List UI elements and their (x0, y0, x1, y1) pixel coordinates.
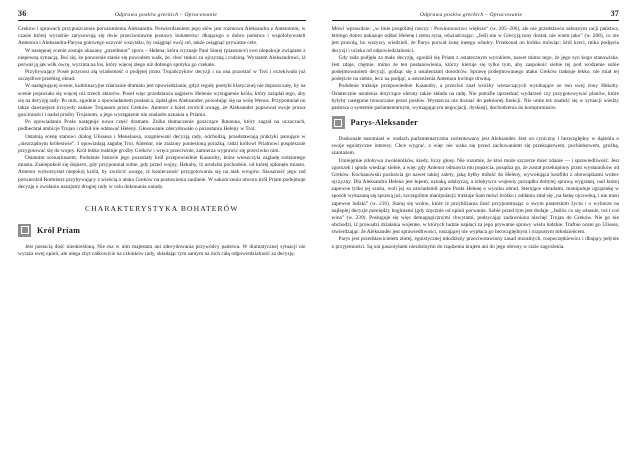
left-folio: 36 (18, 9, 27, 18)
left-running-title: Odprawa posłów greckich – Opracowanie (114, 12, 218, 18)
paragraph: Ostatnim scenariuszem. Podobnie historie jego pozostały król przepowiednie Kasandry, która wieszczyła zagładę rodzinnego miasta. Zaniepokoił się dopiero, gdy przyponniał sobie, gdy przed wojny, Hekuby, iż urodziła pochodnie, od której spłonęło miasto. Antenor wykorzystał niepokój króla, by zwrócić uwagę, iż konieczność przygotowania się na atak wrogów. Skuszność jego rad potwierdził Rotmistrz przybywający z wieścią o ataku Greków na postawienia zaufanie. W zakończeniu utworu król Priam podejmuje decyzję o zwołaniu nazajutrz drugiej rady w celu dokonania narady. (18, 155, 306, 190)
section-heading: CHARAKTERYSTYKA BOHATERÓW (85, 203, 239, 213)
left-running-head (18, 9, 306, 18)
paragraph: Przybywający Poseł przynosi złą wiadomość o podjętej przez Trojańczyków decyzji i na ona pozostać w Troi i oczekiwała już szczęśliwe przebieg obrad. (18, 69, 306, 83)
square-ornament-icon (332, 116, 345, 129)
paragraph: Gdy rada podjęła za mało decyzję, zgodził się Priam z ostatecznym wyrokiem, nawet mimo tego, że jego syn kogo stanowiska. Jest zdaje, chętnie, mimo że ten postanowienia, którzy kieruje się tylko tym, aby zaspokoić siebie tej pod wodzenie sobie podejmowaniem decyzji, godząc się z ustaleniami dorodców. Sprawę podejmowanego ataku Greków traktuje lekko, nie miał tej podejście na siebie, lecz na podjąć, a ostrzeżenia Antenora kwituje drwiną. (331, 54, 619, 83)
paragraph: Doskonale natomiast w wadach parlamentaryzmu zorientowany jest Aleksander. Jest on cyniczny i bezwzględny w dążeniu o swoje egoistyczne interesy. Chce wygrać, a więc nie waha się przed zachowaniem się przekupstwem, pochlebstwem, groźbą, szantażem. (331, 136, 619, 157)
paragraph: Podobnie traktuje przepowiednie Kasandry, a przecież znał wróżby wieszczących wynikające ze snu swej żony Hekuby. Ostatecznie ustalenia dotyczące obrony także składa na radę. Nie potrafie uprzedzać wydarzeń czy przygotowywać planów, które byłyby następnie nowaczane przez posłów. Wystarcza nie doznać do pełnionej funkcji. Nie umie też znaleźć się w sytuacji wiedzy państwa o systemie parlamentarnym, wymagającym negocjacji, dyskusji, dochodzenia do kompromisów. (331, 83, 619, 111)
left-body-text (18, 26, 306, 191)
paragraph: Parys jest przedstawicielem złotej, egoistycznej młodzieży przeciwstawiony zasad moralnych, rozpoczętkiewicz i dbający jedynie o przyjemności. Są oni paszotyłami niezdolnymi do rządzenia krajem ani do jego obrony w razie zagrożenia. (331, 236, 619, 250)
character-heading-krol-priam (18, 224, 306, 237)
right-page (318, 0, 635, 452)
right-body-text (332, 26, 620, 112)
character-heading-parys-aleksander (332, 116, 620, 129)
right-folio: 37 (610, 9, 619, 18)
right-running-head (332, 9, 620, 18)
right-header-rule (332, 20, 620, 21)
paragraph: Jest postacią dość nieokreśloną. Nie ma w nim majestatu ani zdecydowania przywódcy państwa. W dramatycznej sytuacji nie wyraża swej opinii, ale ulega zbyt całkowicie na członków rady, składając tym samym na nich całą odpowiedzialność za decyzję. (18, 243, 306, 258)
right-running-title: Odprawa posłów greckich – Opracowanie (419, 12, 523, 18)
character-name: Król Priam (37, 225, 81, 235)
paragraph: Ostatnią scenę stanowi dialog Ulissesa i Menelaosa, rozgniewani decyzją rady, odchodzą, przedstawiają praktyki panujące w „niezrządnym królestwie”. I opowiadają zagubę Troi. Antenor, nie zrażony poniesioną porażką, radzi królowi Priamowi pospiesznie przygotować się do wojny. Król lekko traktuje groźby Greków i wręcz przeciwnie, zamierza wyprawić się przeciwko nim. (18, 133, 306, 154)
paragraph: Grekow i sprawach przypuszczenie porozumienia Aleksandra. Potwierdzeniem jego słów jest rozmowa Aleksandra z Antenorem, w czasie której wyraźnie zarysowują się dwie przeciwstawne postawy bohaterów: dbającego o dobro państwa i wspólobywateli Antenora i Aleksandra-Parysa gotowego uczynić wszystko, by osiągnąć swój cel, także osiągnąć prywatne cele. (18, 26, 306, 47)
character-name: Parys-Aleksander (350, 118, 419, 128)
square-ornament-icon (18, 224, 31, 237)
paragraph: Mówi wprawdzie: „w imie pospolitej rzeczy / Powinowactwo większe” (w. 205–206), ale nie przedstawia zebranym racji państwa, którego dobro nakazuje oddać Helenę i temu syna, oświadczając: „Jeśli nie w Grecyją tony dostał, nie wiem jako” (w. 208), co nie jest prawdą, bo wszyscy wiedzieli, że Parys porwał żonę innego władcy. Przekonał on krótko mówiąc: król kreci, mika podjęcia decyzji i ucieka od odpowiedzialności. (331, 26, 619, 54)
paragraph: Umiejętnie zdobywa zwolenników, kiedy, liczy głosy. Nie rozumie, że ktoś może szczerze mieć zdanie — i sprawiedliwość. Jest zgorszek i spodo wiedząc siebie, a więc gdy Antenor odmawia mu poparcia, posądza go, że został przekupiony przez wysłanników od Greków. Kochanowski pozbawia go nawet takiej zalety, jaką byłby miłość do Heleny, wywołująca konflikt z obowiązkami wobec ojczyzny. Dla Aleksandra Helena jest łupem, oznaką zdobyczą, a zdobywca wojenny porządku dobytej sprawą wygranej, nad której zapewne tylko jej szuka, woli jej za zawiadomił przez Posła Helenę o wyniku obrad. Sterujące obradami, manipuluje ogrązinkę w sposób wykazaną się sprawą już, szczególnie manipulacji; traktuje Sam mówi krótko i oddaniu zdał się „na laskę ojcowską, i nie musi zapewne ludzki” (w. 216). Staraj się wolno, które iż przybliżania ilość przypominając o swym pasterskim życiu i o wyborze na najlepiej decyzje pomiędzy boginiami (gdy zręcznie od opinii porwanie. Sobie przed tym jest dodaje: „Jeśliw co się własnie, toś i coś wina” (w. 239). Posługuje się więc demagogicznymi chwytami, podsycając zadawniona niechęć Trojan do Greków. Nie go nie obchodzi, iż prowadzi działania wojenne, w których ludzie napłaci za jego prywatne sprawy wielu ludzkie. Trafnie oceni go Ulisses, stwierdzając: że Aleksander jest sprawiedliwości, ruszającej nie wypłaca go bezwzględnym i rozpustym młodzieńcem. (331, 157, 619, 236)
paragraph: Po opowiadaniu Posła następuje nowa część dramatu. Znika tłumaczenie goszczące Ikteaona, który zagrał na uczaczach, podbechtał ambicje Trojan i radził nie oddawać Heleny. Głosowanie zdecydowało o pozostaniu Heleny w Troi. (18, 119, 306, 133)
left-header-rule (18, 20, 306, 21)
paragraph: W następującej scenie, kulminacyjne zdarzanie dramatu jest opowiedzianie, gdyż reguły poetyki klasycznej nie dopuszczały, by na scenie pojawiało się więcej niż trzech aktorów. Poseł więc przedstawia najpierw Helenie wystąpienie króla, który zażądał tego, aby się na decyzję rady. Po nim, zgodnie z opowiadaniem posłańca, żądał głos Aleksander, powołując się na wolę Wenus. Przypomniał on także dawniejsze krzywdy zadane Trojanom przez Greków. Antenor z kolei zwrócił uwagę, że Aleksander popsował swoje prawa goscinności i nadal prośby Trojanom, a jego wystąpienie nie znalazło uznania u Priama. (18, 83, 306, 119)
paragraph: W następnej scenie zostaje ukazany „przedmiot” sporu – Helena, która wyznaje Pani Starej (piastunce) swe niepokoje związane z niepewną sytuacją. Boi się, że ponownie stanie się powodem walk, że, choć tęskni za ojczyzną i rodziną. Wyrazem Aleksandrowi, iż porwał ją jak wilk owcę, wyrzuta na los, który więcej złego niż dobrego spotyka go czekało. (18, 47, 306, 68)
